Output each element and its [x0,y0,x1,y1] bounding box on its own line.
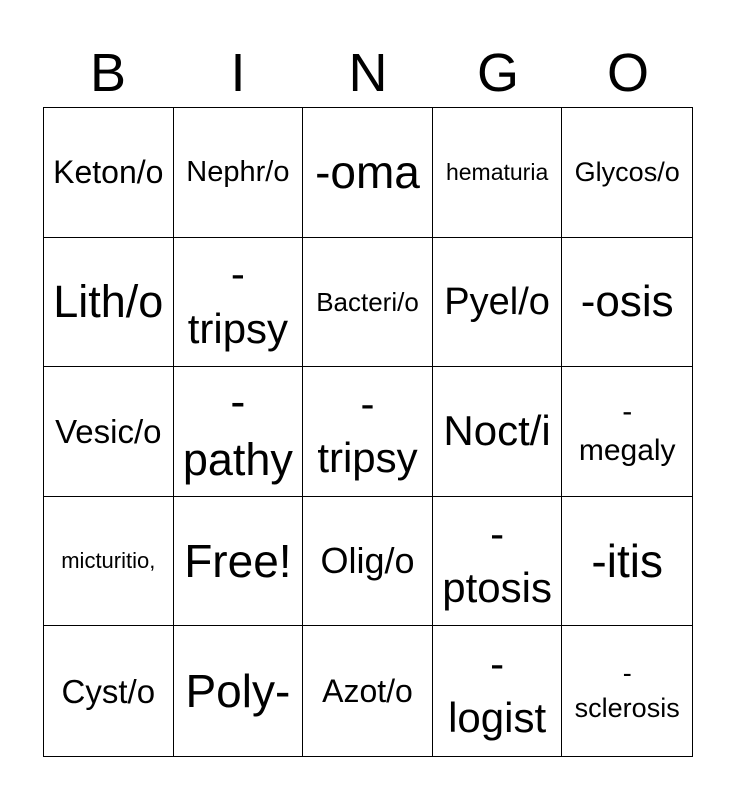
bingo-cell[interactable] [303,108,433,238]
cell-text: -itis [591,535,663,588]
cell-text: Nephr/o [186,155,290,188]
cell-text: Keton/o [53,154,164,191]
cell-text: - tripsy [187,250,289,352]
cell-text: - sclerosis [574,658,680,724]
header-letter-i: I [230,43,246,103]
header-letter-g: G [476,43,519,103]
bingo-cell[interactable] [174,626,304,756]
bingo-cell[interactable] [562,238,692,368]
bingo-cell[interactable] [433,497,563,627]
bingo-cell[interactable] [562,108,692,238]
cell-text: micturitio, [61,548,156,574]
cell-text: - tripsy [317,379,418,482]
cell-text: Lith/o [53,276,164,328]
bingo-cell[interactable] [44,108,174,238]
header-letter-b: B [89,43,127,103]
cell-text: - pathy [182,375,293,486]
bingo-cell[interactable] [44,626,174,756]
bingo-cell[interactable] [174,497,304,627]
bingo-cell[interactable] [433,238,563,368]
cell-text: Cyst/o [61,672,156,710]
bingo-cell[interactable] [433,108,563,238]
cell-text: - megaly [578,395,676,468]
bingo-cell[interactable] [433,367,563,497]
bingo-cell[interactable] [562,626,692,756]
bingo-cell[interactable] [303,367,433,497]
cell-text: - logist [448,639,547,742]
cell-text: Noct/i [443,407,551,455]
bingo-board [43,107,693,757]
bingo-cell[interactable] [174,108,304,238]
bingo-cell[interactable] [562,367,692,497]
cell-text: Azot/o [322,673,413,710]
cell-text: Poly- [185,665,291,718]
cell-text: -oma [315,146,420,199]
header-letter-n: N [348,43,388,103]
cell-text: Glycos/o [574,156,680,187]
cell-text: Bacteri/o [316,286,419,317]
bingo-header [43,42,693,104]
bingo-cell[interactable] [44,238,174,368]
bingo-cell[interactable] [433,626,563,756]
bingo-cell[interactable] [44,367,174,497]
bingo-cell[interactable] [174,238,304,368]
cell-text: Pyel/o [444,280,550,323]
bingo-cell[interactable] [562,497,692,627]
bingo-cell[interactable] [174,367,304,497]
bingo-cell[interactable] [44,497,174,627]
cell-text: hematuria [445,158,549,185]
bingo-cell[interactable] [303,497,433,627]
bingo-cell[interactable] [303,626,433,756]
bingo-cell[interactable] [303,238,433,368]
cell-text: Free! [184,535,292,588]
cell-text: - ptosis [442,509,552,612]
header-letter-o: O [606,43,649,103]
cell-text: Olig/o [320,540,415,582]
cell-text: Vesic/o [55,412,162,450]
cell-text: -osis [580,276,674,326]
